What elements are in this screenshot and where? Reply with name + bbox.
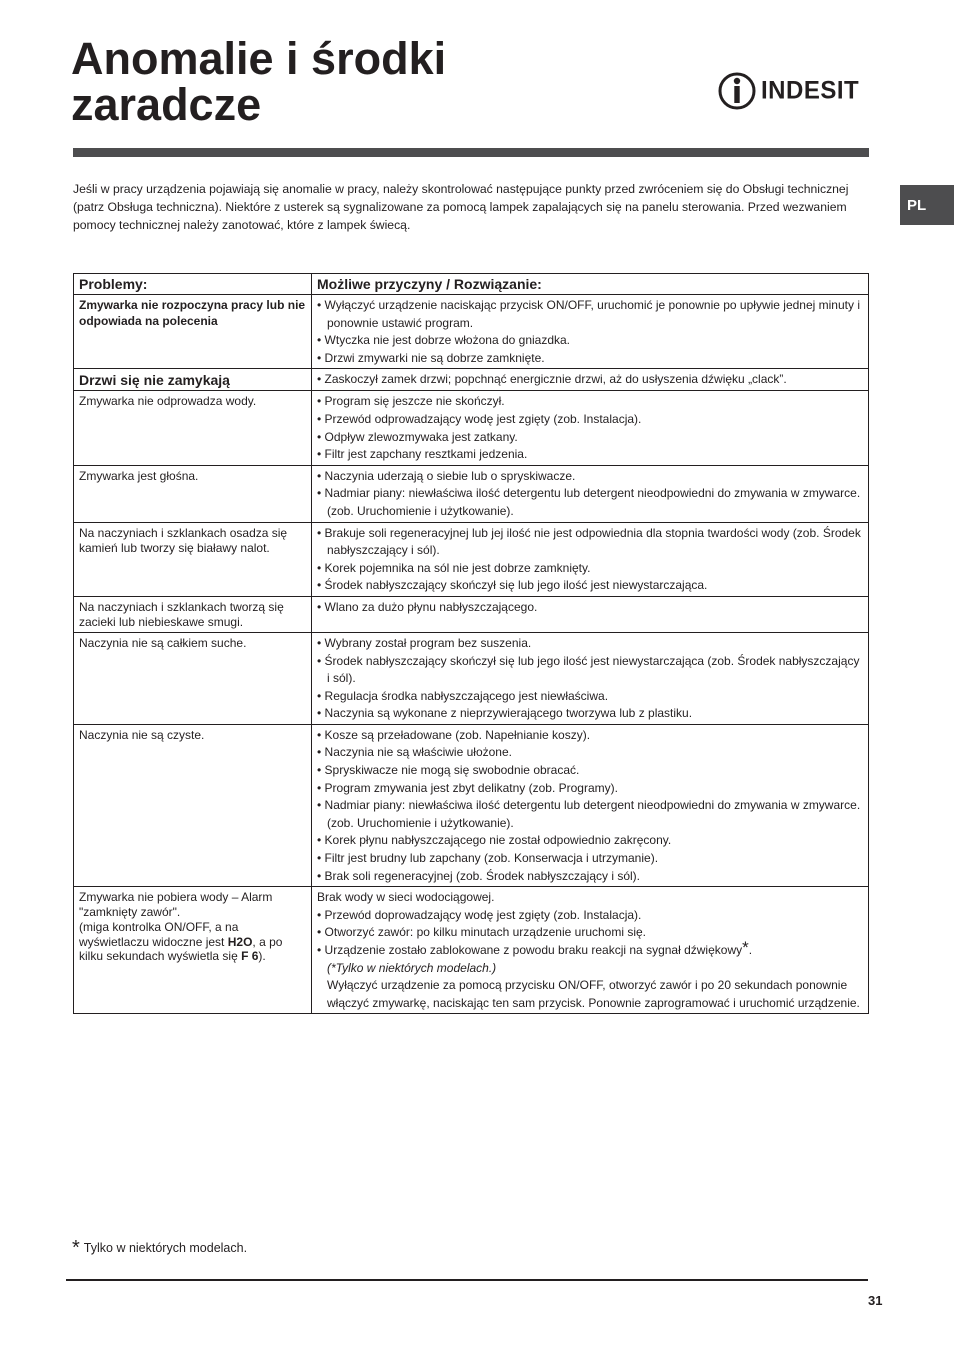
cause-item: • Wtyczka nie jest dobrze włożona do gniazdka. <box>317 332 863 350</box>
footnote-asterisk: * <box>72 1237 80 1259</box>
cause-item: • Brakuje soli regeneracyjnej lub jej ilość nie jest odpowiednia dla stopnia twardości wody (zob. Środek nabłyszczający i sól). <box>317 525 863 560</box>
table-row <box>74 465 869 522</box>
note-star: (* <box>327 960 336 975</box>
page-number: 31 <box>868 1293 883 1308</box>
cause-item: • Drzwi zmywarki nie są dobrze zamknięte. <box>317 350 863 368</box>
models-note <box>317 960 863 978</box>
cause-item: • Wybrany został program bez suszenia. <box>317 635 863 653</box>
cause-item: Brak wody w sieci wodociągowej. <box>317 890 495 905</box>
causes-cell <box>312 596 869 632</box>
problem-cell <box>74 887 312 1014</box>
cause-item: • Naczynia uderzają o siebie lub o spryskiwacze. <box>317 468 863 486</box>
problem-cell: Drzwi się nie zamykają <box>74 369 312 391</box>
problem-text-a: Zmywarka nie pobiera wody – Alarm "zamknięty zawór". <box>79 890 273 920</box>
problem-text-b: (miga kontrolka ON/OFF, a na wyświetlaczu widoczne jest <box>79 919 239 949</box>
page-title-line-1: Anomalie i środki <box>71 33 447 84</box>
header-divider <box>73 148 869 157</box>
footnote <box>72 1237 248 1259</box>
cause-item: • Przewód odprowadzający wodę jest zgięty (zob. Instalacja). <box>317 411 863 429</box>
table-header-row <box>74 274 869 295</box>
table-row <box>74 887 869 1014</box>
cause-item <box>317 938 863 960</box>
footer-divider <box>66 1279 868 1281</box>
problem-cell: Na naczyniach i szklankach tworzą się zacieki lub niebieskawe smugi. <box>74 596 312 632</box>
header-problems: Problemy: <box>74 274 312 295</box>
cause-item: • Przewód doprowadzający wodę jest zgięty (zob. Instalacja). <box>317 907 863 925</box>
table-row <box>74 724 869 886</box>
cause-item: • Wyłączyć urządzenie naciskając przycisk ON/OFF, uruchomić je ponownie po upływie jednej minuty i ponownie ustawić program. <box>317 297 863 332</box>
note-text: Tylko w niektórych modelach.) <box>335 960 497 975</box>
logo-text: INDESIT <box>761 76 860 105</box>
problem-text-d: ). <box>258 949 266 964</box>
cause-item: • Spryskiwacze nie mogą się swobodnie obracać. <box>317 762 863 780</box>
intro-text: Jeśli w pracy urządzenia pojawiają się anomalie w pracy, należy skontrolować następujące punkty przed zwróceniem się do Obsługi technicznej (patrz Obsługa techniczna). Niektóre z usterek są sygnalizowane za pomocą lampek zapalających się na panelu sterowania. Przed wezwaniem pomocy technicznej należy zanotować, które z lampek świecą. <box>73 182 849 232</box>
cause-item: • Filtr jest brudny lub zapchany (zob. Konserwacja i utrzymanie). <box>317 850 863 868</box>
indesit-i-icon <box>718 70 756 112</box>
language-tab: PL <box>900 185 954 225</box>
cause-item: • Brak soli regeneracyjnej (zob. Środek nabłyszczający i sól). <box>317 868 863 886</box>
intro-paragraph <box>73 180 873 234</box>
cause-item: • Nadmiar piany: niewłaściwa ilość detergentu lub detergent nieodpowiedni do zmywania w zmywarce. (zob. Uruchomienie i użytkowanie). <box>317 797 863 832</box>
problem-cell: Zmywarka nie odprowadza wody. <box>74 391 312 465</box>
cause-item: Wyłączyć urządzenie za pomocą przycisku ON/OFF, otworzyć zawór i po 20 sekundach ponownie włączyć zmywarkę, naciskając ten sam przycisk. Ponownie zaprogramować i uruchomić urządzenie. <box>327 978 860 1010</box>
problem-cell: Naczynia nie są czyste. <box>74 724 312 886</box>
cause-item: • Kosze są przeładowane (zob. Napełnianie koszy). <box>317 727 863 745</box>
causes-cell <box>312 632 869 724</box>
table-row <box>74 632 869 724</box>
footnote-text: Tylko w niektórych modelach. <box>83 1241 248 1255</box>
cause-item: • Zaskoczył zamek drzwi; popchnąć energicznie drzwi, aż do usłyszenia dźwięku „clack”. <box>317 371 863 389</box>
cause-item: • Środek nabłyszczający skończył się lub jego ilość jest niewystarczająca (zob. Środek nabłyszczający i sól). <box>317 653 863 688</box>
cause-item: • Otworzyć zawór: po kilku minutach urządzenie uruchomi się. <box>317 924 863 942</box>
header-causes: Możliwe przyczyny / Rozwiązanie: <box>312 274 869 295</box>
cause-item: • Środek nabłyszczający skończył się lub jego ilość jest niewystarczająca. <box>317 577 863 595</box>
cause-item: • Regulacja środka nabłyszczającego jest niewłaściwa. <box>317 688 863 706</box>
causes-cell <box>312 369 869 391</box>
h2o-code: H2O <box>227 934 253 949</box>
cause-item: • Program zmywania jest zbyt delikatny (zob. Programy). <box>317 780 863 798</box>
problem-cell: Zmywarka jest głośna. <box>74 465 312 522</box>
cause-item: • Korek pojemnika na sól nie jest dobrze zamknięty. <box>317 560 863 578</box>
causes-cell <box>312 295 869 369</box>
cause-item: • Filtr jest zapchany resztkami jedzenia. <box>317 446 863 464</box>
table-row <box>74 522 869 596</box>
cause-item: • Korek płynu nabłyszczającego nie został odpowiednio zakręcony. <box>317 832 863 850</box>
cause-text: Urządzenie zostało zablokowane z powodu braku reakcji na sygnał dźwiękowy <box>324 943 743 957</box>
troubleshooting-table <box>73 273 869 1014</box>
cause-item: • Wlano za dużo płynu nabłyszczającego. <box>317 599 863 617</box>
cause-end: . <box>748 943 753 957</box>
cause-item: • Naczynia nie są właściwie ułożone. <box>317 744 863 762</box>
page-title-line-2: zaradcze <box>71 79 262 130</box>
causes-cell <box>312 724 869 886</box>
table-row <box>74 596 869 632</box>
cause-item: • Odpływ zlewozmywaka jest zatkany. <box>317 429 863 447</box>
problem-cell: Naczynia nie są całkiem suche. <box>74 632 312 724</box>
problem-cell: Zmywarka nie rozpoczyna pracy lub nie odpowiada na polecenia <box>74 295 312 369</box>
causes-cell <box>312 522 869 596</box>
causes-cell <box>312 391 869 465</box>
table-row <box>74 391 869 465</box>
f6-code: F 6 <box>241 949 259 964</box>
problem-cell: Na naczyniach i szklankach osadza się kamień lub tworzy się białawy nalot. <box>74 522 312 596</box>
cause-item: • Program się jeszcze nie skończył. <box>317 393 863 411</box>
cause-item: • Naczynia są wykonane z nieprzywierającego tworzywa lub z plastiku. <box>317 705 863 723</box>
causes-cell <box>312 887 869 1014</box>
cause-item: • Nadmiar piany: niewłaściwa ilość detergentu lub detergent nieodpowiedni do zmywania w zmywarce. (zob. Uruchomienie i użytkowanie). <box>317 485 863 520</box>
problem-text-c: , a po kilku sekundach wyświetla się <box>79 934 283 964</box>
asterisk: * <box>742 938 749 957</box>
table-row <box>74 295 869 369</box>
indesit-logo <box>718 70 859 112</box>
causes-cell <box>312 465 869 522</box>
page-title <box>71 33 447 130</box>
table-row <box>74 369 869 391</box>
